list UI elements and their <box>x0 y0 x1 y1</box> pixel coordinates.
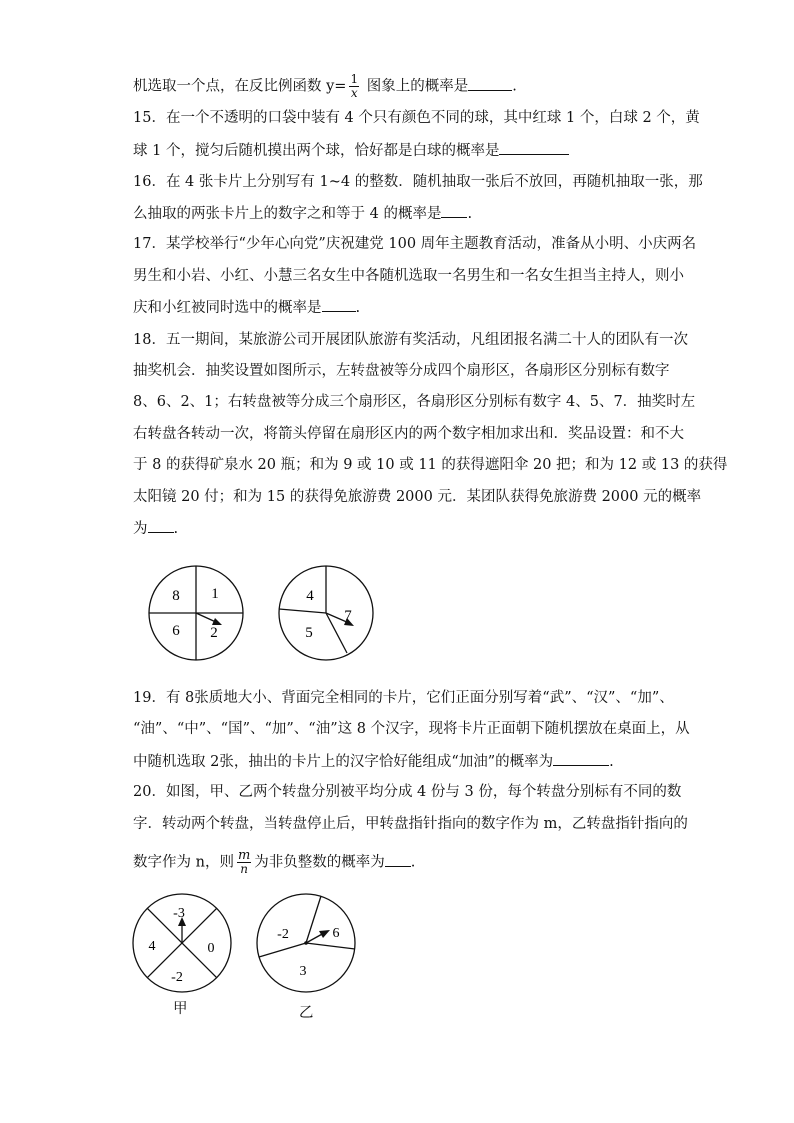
q20-line1: 20．如图，甲、乙两个转盘分别被平均分成 4 份与 3 份，每个转盘分别标有不同的数 <box>133 784 682 800</box>
q19-end: . <box>609 754 614 770</box>
q18-end: . <box>173 521 179 537</box>
q14-end: . <box>512 78 517 95</box>
q16-line2 <box>133 203 472 224</box>
spinner-label-jia: 甲 <box>173 1001 188 1017</box>
answer-blank-15 <box>499 140 569 155</box>
spinner-divider <box>259 943 306 957</box>
fraction-1-over-x <box>349 73 359 100</box>
q18-left-spinner <box>148 565 248 665</box>
sector-number: 2 <box>210 625 218 641</box>
sector-number: 6 <box>172 623 180 639</box>
sector-number: 3 <box>299 964 307 979</box>
q19-text: 中随机选取 2张，抽出的卡片上的汉字恰好能组成“加油”的概率为 <box>133 754 554 770</box>
fraction-denominator: n <box>240 862 248 876</box>
answer-blank-16 <box>441 203 467 218</box>
q20-line2: 字．转动两个转盘，当转盘停止后，甲转盘指针指向的数字作为 m，乙转盘指针指向的 <box>133 816 688 832</box>
q17-end: . <box>355 300 361 316</box>
q18-line4: 右转盘各转动一次，将箭头停留在扇形区内的两个数字相加求出和．奖品设置：和不大 <box>133 426 684 442</box>
q14-tail-line <box>133 73 517 100</box>
q17-line1: 17．某学校举行“少年心向党”庆祝建党 100 周年主题教育活动，准备从小明、小庆两名 <box>133 236 697 252</box>
q14-text-b: 图象上的概率是 <box>366 78 469 95</box>
q18-line6: 太阳镜 20 付；和为 15 的获得免旅游费 2000 元．某团队获得免旅游费 2000 元的概率 <box>133 489 702 505</box>
q16-line1: 16．在 4 张卡片上分别写有 1~4 的整数．随机抽取一张后不放回，再随机抽取一张，那 <box>133 174 703 190</box>
q17-text: 庆和小红被同时选中的概率是 <box>133 300 322 316</box>
q18-right-spinner <box>279 565 379 665</box>
sector-number: 1 <box>211 586 219 602</box>
fraction-numerator: 1 <box>350 72 359 86</box>
spinner-divider <box>306 943 355 949</box>
sector-number: -2 <box>171 970 183 985</box>
fraction-m-over-n <box>237 849 251 876</box>
spinner-label-yi: 乙 <box>299 1005 314 1021</box>
q18-line3: 8、6、2、1；右转盘被等分成三个扇形区，各扇形区分别标有数字 4、5、7．抽奖时左 <box>133 394 696 410</box>
fraction-numerator: m <box>237 848 251 863</box>
q18-line1: 18．五一期间，某旅游公司开展团队旅游有奖活动，凡组团报名满二十人的团队有一次 <box>133 332 688 348</box>
answer-blank-14 <box>468 76 512 91</box>
q18-text: 为 <box>133 521 148 537</box>
sector-number: 6 <box>332 926 340 941</box>
answer-blank-18 <box>148 518 174 533</box>
sector-number: 4 <box>148 939 156 954</box>
q15-text: 球 1 个，搅匀后随机摸出两个球，恰好都是白球的概率是 <box>133 143 500 159</box>
q16-end: . <box>467 206 473 222</box>
pointer-arrowhead-icon <box>212 618 222 625</box>
pointer-arrowhead-icon <box>319 930 330 938</box>
q17-line2: 男生和小岩、小红、小慧三名女生中各随机选取一名男生和一名女生担当主持人，则小 <box>133 268 684 284</box>
q14-text: 机选取一个点，在反比例函数 y= <box>133 78 347 95</box>
q19-line2: “油”、“中”、“国”、“加”、“油”这 8 个汉字，现将卡片正面朝下随机摆放在桌面上，从 <box>133 721 690 737</box>
q19-line3 <box>133 751 614 772</box>
fraction-denominator: x <box>350 86 358 100</box>
q18-line2: 抽奖机会．抽奖设置如图所示，左转盘被等分成四个扇形区，各扇形区分别标有数字 <box>133 363 670 379</box>
q20-text: 数字作为 n，则 <box>133 854 234 871</box>
q20-text-b: 为非负整数的概率为 <box>254 854 385 871</box>
q18-line7 <box>133 518 178 539</box>
q20-jia-spinner <box>132 893 236 997</box>
answer-blank-20 <box>385 852 411 867</box>
q19-line1: 19．有 8张质地大小、背面完全相同的卡片，它们正面分别写着“武”、“汉”、“加”、 <box>133 690 674 706</box>
sector-number: 7 <box>344 608 352 624</box>
q17-line3 <box>133 297 360 318</box>
sector-number: 8 <box>172 588 180 604</box>
spinner-divider <box>279 609 326 613</box>
answer-blank-17 <box>322 297 356 312</box>
sector-number: -3 <box>173 906 185 921</box>
sector-number: 4 <box>306 588 314 604</box>
q20-end: . <box>410 854 416 871</box>
q15-line2 <box>133 140 569 161</box>
q20-yi-spinner <box>256 893 360 997</box>
sector-number: -2 <box>277 927 289 942</box>
sector-number: 0 <box>207 941 215 956</box>
q20-line3 <box>133 849 415 876</box>
q16-text: 么抽取的两张卡片上的数字之和等于 4 的概率是 <box>133 206 442 222</box>
sector-number: 5 <box>305 625 313 641</box>
q15-line1: 15．在一个不透明的口袋中装有 4 个只有颜色不同的球，其中红球 1 个，白球 2 个，黄 <box>133 110 700 126</box>
q18-line5: 于 8 的获得矿泉水 20 瓶；和为 9 或 10 或 11 的获得遮阳伞 20 把；和为 12 或 13 的获得 <box>133 457 728 473</box>
answer-blank-19 <box>553 751 609 766</box>
